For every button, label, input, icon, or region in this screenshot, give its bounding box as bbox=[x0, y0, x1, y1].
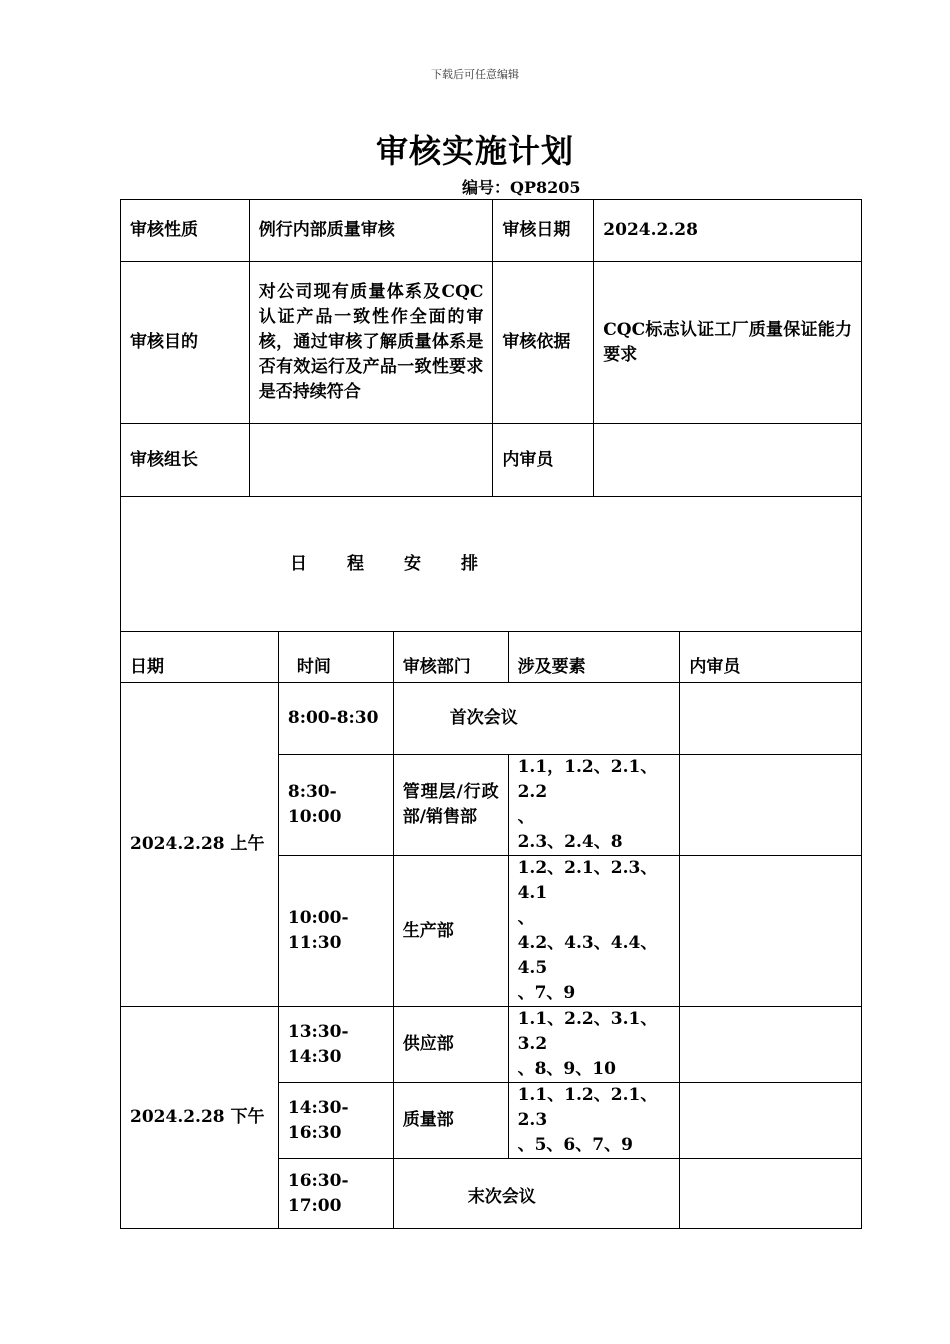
row-time: 16:30-17:00 bbox=[278, 1159, 393, 1229]
table-row bbox=[121, 683, 862, 755]
row-time: 8:00-8:30 bbox=[278, 683, 393, 755]
nature-value: 例行内部质量审核 bbox=[249, 200, 493, 262]
row-time: 10:00-11:30 bbox=[278, 856, 393, 1007]
row-auditor bbox=[680, 856, 862, 1007]
row-items bbox=[508, 1083, 680, 1159]
items-line: 1.1，1.2、2.1、2.2 bbox=[517, 757, 658, 802]
row-time: 13:30-14:30 bbox=[278, 1007, 393, 1083]
date-label: 审核日期 bbox=[493, 200, 594, 262]
row-items bbox=[508, 1007, 680, 1083]
header-note: 下载后可任意编辑 bbox=[431, 68, 519, 81]
col-header-date: 日期 bbox=[121, 632, 279, 683]
leader-value bbox=[249, 424, 493, 497]
table-row bbox=[121, 200, 862, 262]
afternoon-date: 2024.2.28 下午 bbox=[121, 1007, 279, 1229]
morning-date: 2024.2.28 上午 bbox=[121, 683, 279, 1007]
audit-info-table bbox=[120, 199, 862, 632]
row-time: 14:30-16:30 bbox=[278, 1083, 393, 1159]
leader-label: 审核组长 bbox=[121, 424, 250, 497]
items-line: 1.2、2.1、2.3、4.1 bbox=[517, 858, 658, 903]
nature-label: 审核性质 bbox=[121, 200, 250, 262]
items-line: 、8、9、10 bbox=[517, 1059, 616, 1079]
date-value: 2024.2.28 bbox=[594, 200, 862, 262]
schedule-title-char: 安 bbox=[404, 553, 421, 574]
items-line: 2.3、2.4、8 bbox=[517, 832, 623, 852]
table-row bbox=[121, 632, 862, 683]
row-dept: 供应部 bbox=[393, 1007, 508, 1083]
row-dept: 管理层/行政部/销售部 bbox=[393, 755, 508, 856]
row-auditor bbox=[680, 755, 862, 856]
row-auditor bbox=[680, 683, 862, 755]
row-dept: 首次会议 bbox=[393, 683, 680, 755]
document-code: 编号：QP8205 bbox=[462, 178, 581, 197]
row-auditor bbox=[680, 1007, 862, 1083]
basis-value: CQC标志认证工厂质量保证能力要求 bbox=[594, 262, 862, 424]
table-row bbox=[121, 424, 862, 497]
schedule-title-char: 程 bbox=[347, 553, 364, 574]
basis-label: 审核依据 bbox=[493, 262, 594, 424]
purpose-value: 对公司现有质量体系及CQC认证产品一致性作全面的审核，通过审核了解质量体系是否有效运行及产品一致性要求是否持续符合 bbox=[249, 262, 493, 424]
row-items bbox=[508, 755, 680, 856]
col-header-auditor: 内审员 bbox=[680, 632, 862, 683]
row-time: 8:30-10:00 bbox=[278, 755, 393, 856]
table-row bbox=[121, 497, 862, 632]
items-line: 、 bbox=[517, 908, 535, 928]
purpose-label: 审核目的 bbox=[121, 262, 250, 424]
items-line: 4.2、4.3、4.4、4.5 bbox=[517, 933, 658, 978]
page-title: 审核实施计划 bbox=[375, 132, 574, 170]
row-dept: 末次会议 bbox=[393, 1159, 680, 1229]
row-dept: 生产部 bbox=[393, 856, 508, 1007]
col-header-dept: 审核部门 bbox=[393, 632, 508, 683]
auditor-label: 内审员 bbox=[493, 424, 594, 497]
items-line: 、 bbox=[517, 807, 535, 827]
items-line: 1.1、2.2、3.1、3.2 bbox=[517, 1009, 658, 1054]
items-line: 1.1、1.2、2.1、2.3 bbox=[517, 1085, 658, 1130]
table-row bbox=[121, 262, 862, 424]
row-auditor bbox=[680, 1083, 862, 1159]
schedule-table bbox=[120, 631, 862, 1229]
col-header-time: 时间 bbox=[278, 632, 393, 683]
row-dept: 质量部 bbox=[393, 1083, 508, 1159]
schedule-title-char: 排 bbox=[461, 553, 478, 574]
row-items bbox=[508, 856, 680, 1007]
col-header-items: 涉及要素 bbox=[508, 632, 680, 683]
row-auditor bbox=[680, 1159, 862, 1229]
items-line: 、7、9 bbox=[517, 983, 576, 1003]
schedule-title bbox=[121, 497, 862, 632]
auditor-value bbox=[594, 424, 862, 497]
schedule-title-char: 日 bbox=[290, 553, 307, 574]
items-line: 、5、6、7、9 bbox=[517, 1135, 633, 1155]
table-row bbox=[121, 1007, 862, 1083]
